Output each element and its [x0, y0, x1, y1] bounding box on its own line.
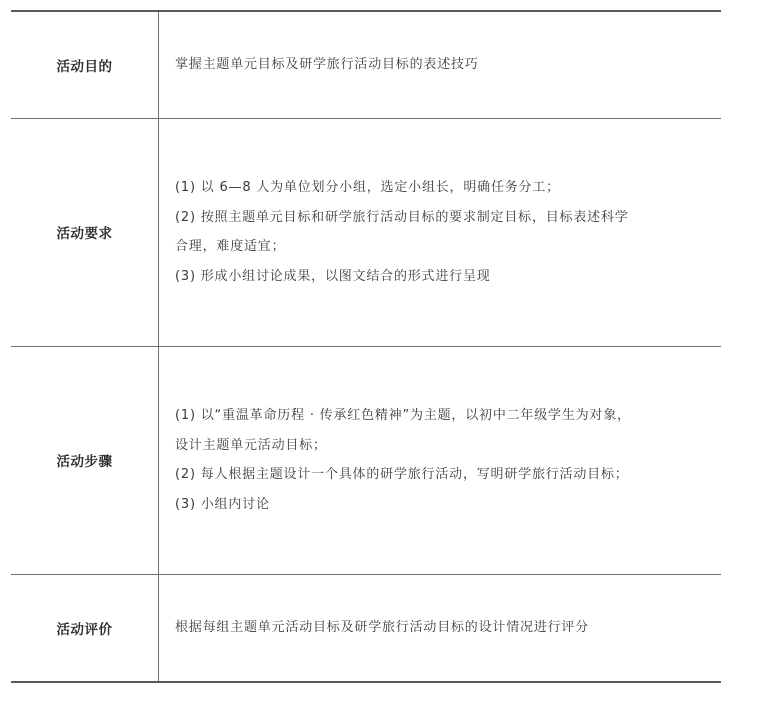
row-label-steps: 活动步骤	[11, 346, 159, 574]
table-row-requirements	[11, 118, 721, 346]
content-line: 合理，难度适宜；	[175, 239, 286, 254]
table-row-steps	[11, 346, 721, 574]
row-content-requirements	[159, 118, 722, 346]
content-line: (3) 形成小组讨论成果，以图文结合的形式进行呈现	[175, 268, 491, 284]
content-line: 根据每组主题单元活动目标及研学旅行活动目标的设计情况进行评分	[175, 620, 590, 635]
table-row-purpose	[11, 11, 721, 118]
row-label-requirements: 活动要求	[11, 118, 159, 346]
content-line: (1) 以 6—8 人为单位划分小组，选定小组长，明确任务分工；	[175, 180, 560, 195]
content-line: 掌握主题单元目标及研学旅行活动目标的表述技巧	[175, 57, 479, 72]
content-line: (2) 按照主题单元目标和研学旅行活动目标的要求制定目标，目标表述科学	[175, 209, 629, 225]
row-label-purpose: 活动目的	[11, 11, 159, 118]
content-line: (1) 以“重温革命历程 · 传承红色精神”为主题，以初中二年级学生为对象，	[175, 408, 631, 423]
row-content-purpose	[159, 11, 722, 118]
activity-table	[11, 10, 721, 683]
content-line: (3) 小组内讨论	[175, 496, 270, 512]
row-content-evaluation	[159, 574, 722, 682]
content-line: (2) 每人根据主题设计一个具体的研学旅行活动，写明研学旅行活动目标；	[175, 467, 629, 482]
content-line: 设计主题单元活动目标；	[175, 437, 327, 453]
row-label-evaluation: 活动评价	[11, 574, 159, 682]
row-content-steps	[159, 346, 722, 574]
table-row-evaluation	[11, 574, 721, 682]
